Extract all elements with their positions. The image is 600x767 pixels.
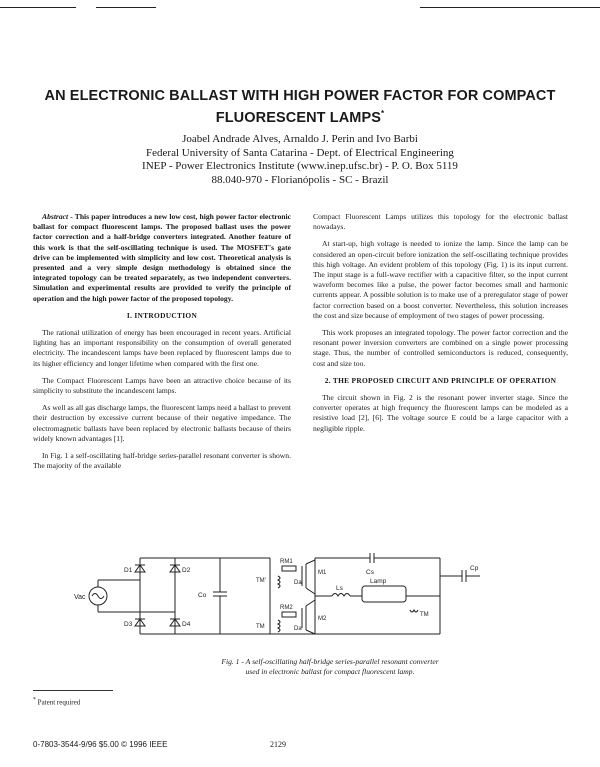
transformer-tm1-icon <box>278 576 280 588</box>
figure-caption <box>180 657 480 677</box>
label-vac: Vac <box>74 594 86 601</box>
paper-title <box>20 88 580 127</box>
paragraph: Compact Fluorescent Lamps utilizes this topology for the electronic ballast nowadays. <box>313 212 568 232</box>
transformer-tm2-icon <box>278 620 280 632</box>
label-m2: M2 <box>318 616 327 622</box>
paragraph: The circuit shown in Fig. 2 is the resonant power inverter stage. Since the converter operates at high frequency the fluorescent lamps can be modeled as a resistive load [2], [6]. The voltage source E could be a large capacitor with a negligible ripple. <box>313 393 568 433</box>
label-d2: D2 <box>182 567 191 574</box>
abstract <box>33 212 291 304</box>
abstract-label: Abstract <box>42 212 69 221</box>
top-rule-middle <box>96 7 156 8</box>
label-d3: D3 <box>124 621 133 628</box>
label-lamp: Lamp <box>370 578 387 585</box>
footer-copyright: 0-7803-3544-9/96 $5.00 © 1996 IEEE <box>33 740 168 749</box>
left-column <box>33 212 291 478</box>
paragraph: The Compact Fluorescent Lamps have been an attractive choice because of its simplicity to substitute the incandescent lamps. <box>33 375 291 396</box>
author-block <box>40 133 560 187</box>
label-d1: D1 <box>124 567 133 574</box>
footnote <box>33 697 80 706</box>
transformer-tm3-icon <box>410 610 418 612</box>
resistor-rm2-icon <box>282 612 296 617</box>
figure-caption-line-2: used in electronic ballast for compact fluorescent lamp. <box>245 667 415 676</box>
label-rm2: RM2 <box>280 605 293 611</box>
label-m1: M1 <box>318 570 327 576</box>
affiliation-line-3: 88.040-970 - Florianópolis - SC - Brazil <box>211 173 389 186</box>
page-number: 2129 <box>270 740 286 749</box>
section-heading-introduction: I. INTRODUCTION <box>126 310 198 320</box>
label-ls: Ls <box>336 585 343 592</box>
footnote-text: Patent required <box>37 698 81 707</box>
authors: Joabel Andrade Alves, Arnaldo J. Perin and Ivo Barbi <box>182 133 418 145</box>
label-rm1: RM1 <box>280 559 293 565</box>
label-d4: D4 <box>182 621 191 628</box>
affiliation-line-2: INEP - Power Electronics Institute (www.inep.ufsc.br) - P. O. Box 5119 <box>142 160 458 172</box>
top-rule-left <box>0 7 76 8</box>
lamp-icon <box>362 586 406 602</box>
label-da2: Da <box>294 626 302 632</box>
affiliation-line-1: Federal University of Santa Catarina - Dept. of Electrical Engineering <box>146 146 454 159</box>
paragraph: In Fig. 1 a self-oscillating half-bridge series-parallel resonant converter is shown. The majority of the available <box>33 451 291 471</box>
label-da1: Da <box>294 580 302 586</box>
paragraph: At start-up, high voltage is needed to ionize the lamp. Since the lamp can be considered an open-circuit before ionization the self-oscillating technique provides this high voltage. An evident problem of this topology (Fig. 1) is its input current. The input stage is a full-wave rectifier with a capacitive filter, so the input current waveform becomes like a pulse, the power factor becomes small and harmonic currents appear. A possible solution is to make use of a preregulator stage of power factor correction based on a boost converter. Nevertheless, this solution increases the cost and size because of employment of two stages of power processing. <box>313 239 568 320</box>
inductor-ls-icon <box>332 594 350 597</box>
top-rule-right <box>420 7 600 8</box>
resistor-rm1-icon <box>282 566 296 571</box>
circuit-figure <box>70 550 590 642</box>
ac-wave-icon <box>92 594 104 599</box>
figure-caption-line-1: Fig. 1 - A self-oscillating half-bridge series-parallel resonant converter <box>221 657 439 666</box>
footnote-mark: * <box>33 697 36 703</box>
paragraph: This work proposes an integrated topology. The power factor correction and the resonant power inversion converters are combined on a single power processing stage. Thus, the number of controlled semiconductors is reduced, consequently, cost and size too. <box>313 328 568 368</box>
paragraph: As well as all gas discharge lamps, the fluorescent lamps need a ballast to prevent their destruction by excessive current because of their negative impedance. The electromagnetic ballasts have been replaced by electronic ballasts because of theirs widely known advantages [1]. <box>33 403 291 443</box>
abstract-text: - This paper introduces a new low cost, high power factor electronic ballast for compact fluorescent lamps. The proposed ballast uses the power factor correction and a half-bridge converters integrated. Another feature of this work is that the self-oscillating technique is used. The MOSFET's gate drive can be implemented with simplicity and low cost. Theoretical analysis is presented and a very simple design methodology is obtained since the integrated topology can be treated separately, as two independent converters. Simulation and experimental results are provided to verify the principle of operation and the high power factor of the proposed topology. <box>33 212 291 303</box>
paragraph: The rational utilization of energy has been encouraged in recent years. Artificial lighting has an important responsibility on the consumption of overall generated electricity. The incandescent lamps have been replaced by fluorescent lamps due to its higher efficiency and longer lifetime when compared with the first one. <box>33 328 291 368</box>
paper-title-text: AN ELECTRONIC BALLAST WITH HIGH POWER FACTOR FOR COMPACT FLUORESCENT LAMPS <box>44 88 556 126</box>
label-cs: Cs <box>366 569 374 576</box>
footnote-rule <box>33 690 113 691</box>
label-co: Co <box>198 592 207 599</box>
section-heading-proposed-circuit: 2. THE PROPOSED CIRCUIT AND PRINCIPLE OF OPERATION <box>324 375 557 385</box>
label-tm1: TM' <box>256 578 266 584</box>
circuit-diagram <box>70 550 590 642</box>
title-footnote-mark: * <box>381 109 385 118</box>
right-column <box>313 212 568 441</box>
label-cp: Cp <box>470 565 479 572</box>
label-tm3: TM <box>420 612 429 618</box>
label-tm2: TM <box>256 624 265 630</box>
